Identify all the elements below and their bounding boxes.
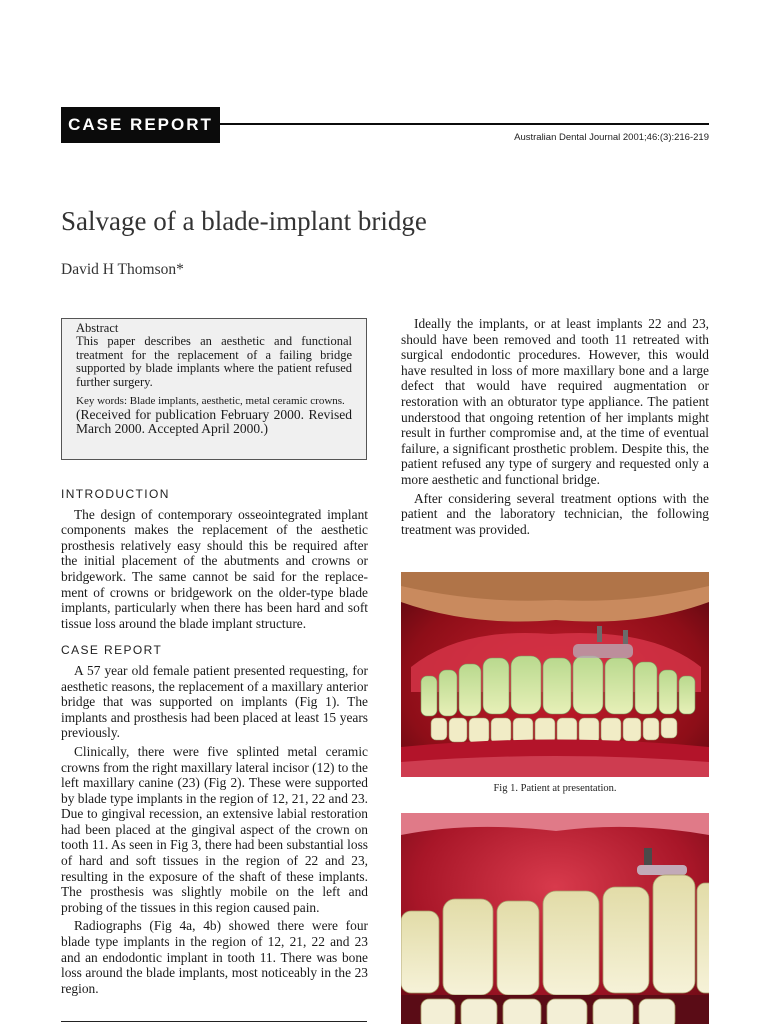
right-column bbox=[401, 316, 709, 537]
article-title: Salvage of a blade-implant bridge bbox=[61, 206, 427, 236]
introduction-heading: INTRODUCTION bbox=[61, 487, 170, 501]
case-report-paragraph: A 57 year old female patient presented requesting, for aesthetic reasons, the replacement of a maxillary anterior bridge that was supported on implants (Fig 1). The implants and prosthesis had been placed at least 15 years previously. bbox=[61, 662, 368, 741]
body-paragraph: Ideally the implants, or at least implants 22 and 23, should have been removed and tooth 11 retreated with surgical endodontic procedures. However, this would have resulted in loss of more maxillary bone and a large defect that would have required augmentation or restoration with an obturator type appliance. The patient understood that ongoing retention of her implants might result in further compromise and, at the time of eventual failure, a significant prosthetic problem. Despite this, the patient refused any type of surgery and requested only a more aesthetic and functional bridge. bbox=[401, 316, 709, 487]
body-paragraph: After considering several treatment options with the patient and the laboratory technician, the following treatment was provided. bbox=[401, 490, 709, 537]
journal-reference: Australian Dental Journal 2001;46:(3):216-219 bbox=[514, 132, 709, 143]
introduction-paragraph: The design of contemporary osseointegrated implant components makes the replacement of the aesthetic prosthesis relatively easy should this be required after the initial placement of the abutments and crowns or bridgework. The same cannot be said for the replace-ment of crowns or bridgework on the older-type blade implants, particularly when there has been hard and soft tissue loss around the blade implant structure. bbox=[61, 506, 368, 631]
abstract-heading: Abstract bbox=[76, 321, 119, 335]
abstract-received-dates: (Received for publication February 2000. Revised March 2000. Accepted April 2000.) bbox=[76, 407, 352, 437]
case-report-paragraph: Radiographs (Fig 4a, 4b) showed there were four blade type implants in the region of 12, 21, 22 and 23 and an endodontic implant in tooth 11. There was bone loss around the blade implants, most noticeably in the 23 region. bbox=[61, 918, 368, 996]
article-author: David H Thomson* bbox=[61, 261, 184, 278]
abstract-box bbox=[61, 318, 367, 460]
section-label: CASE REPORT bbox=[61, 107, 220, 143]
header-rule bbox=[220, 123, 709, 125]
case-report-heading: CASE REPORT bbox=[61, 643, 163, 658]
figure-1-photo bbox=[401, 572, 709, 777]
figure-1-caption: Fig 1. Patient at presentation. bbox=[493, 783, 617, 794]
figure-2-photo bbox=[401, 813, 709, 1024]
footnote-rule bbox=[61, 1021, 367, 1022]
abstract-key-words: Key words: Blade implants, aesthetic, metal ceramic crowns. bbox=[76, 395, 345, 408]
left-column bbox=[61, 487, 368, 996]
case-report-paragraph: Clinically, there were five splinted metal ceramic crowns from the right maxillary lateral incisor (12) to the left maxillary canine (23) (Fig 2). These were supported by blade type implants in the region of 12, 21, 22 and 23. Due to gingival recession, an extensive labial restoration had been placed at the gingival aspect of the crown on tooth 11. As seen in Fig 3, there had been substantial loss of hard and soft tissues in the region of 22 and 23, resulting in the exposure of the shaft of these implants. The prosthesis was slightly mobile on the left and probing of the tissues in this region caused pain. bbox=[61, 743, 368, 915]
abstract-body: This paper describes an aesthetic and functional treatment for the replacement of a failing bridge supported by blade implants where the patient refused further surgery. bbox=[76, 334, 352, 389]
